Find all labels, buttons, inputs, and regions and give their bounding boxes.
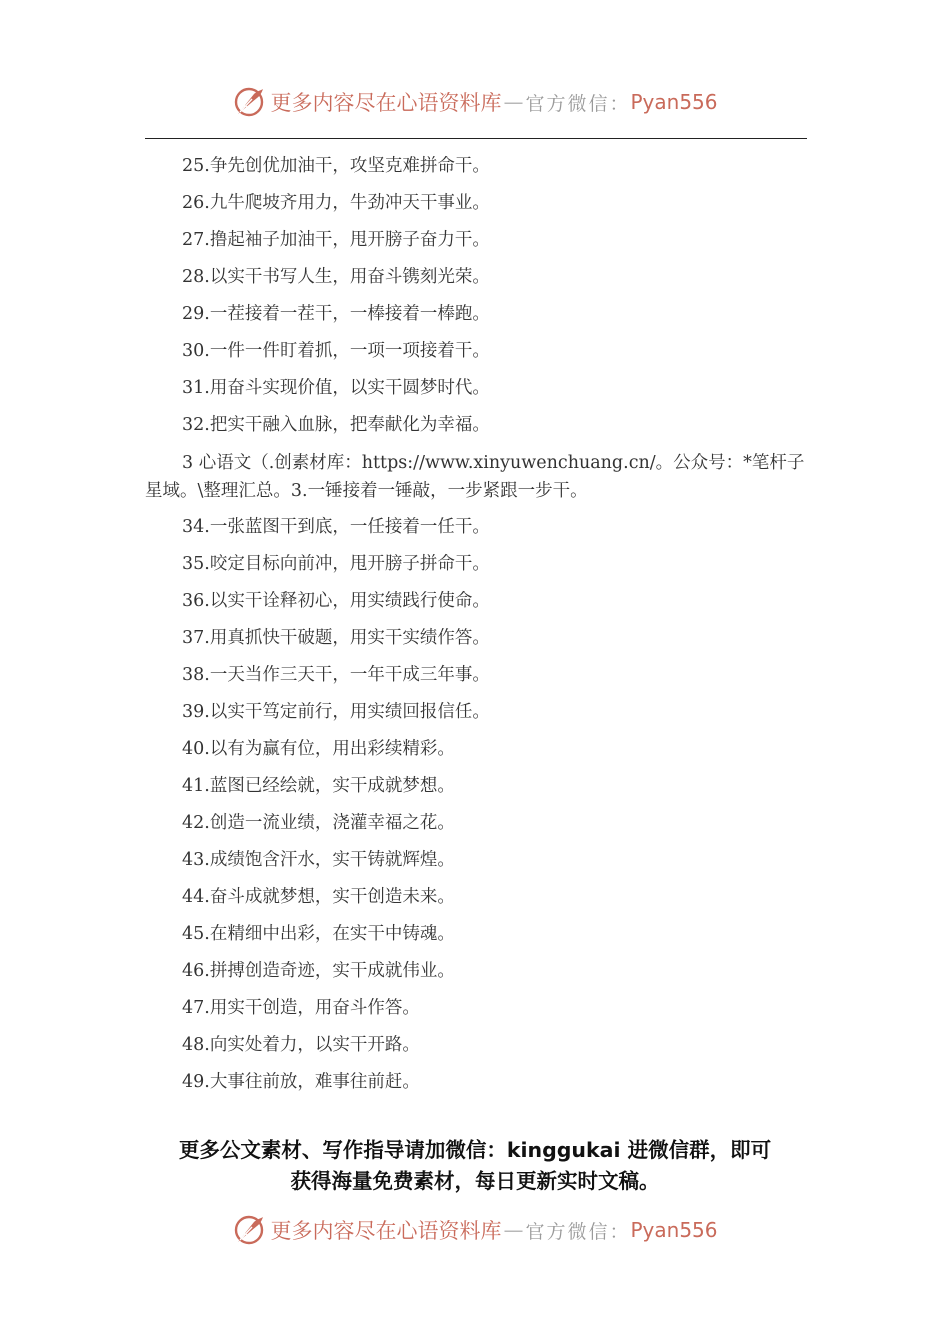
list-item: 30.一件一件盯着抓，一项一项接着干。: [182, 341, 490, 361]
quill-pen-logo-icon: [232, 85, 266, 119]
list-item: 46.拼搏创造奇迹，实干成就伟业。: [182, 961, 455, 981]
wechat-id: Pyan556: [630, 1218, 718, 1242]
list-item: 25.争先创优加油干，攻坚克难拼命干。: [182, 156, 490, 176]
wechat-id: Pyan556: [630, 90, 718, 114]
list-item: 29.一茬接着一茬干，一棒接着一棒跑。: [182, 304, 490, 324]
list-item: 36.以实干诠释初心，用实绩践行使命。: [182, 591, 490, 611]
wechat-label: 官方微信：: [525, 1220, 631, 1243]
list-item: 26.九牛爬坡齐用力，牛劲冲天干事业。: [182, 193, 490, 213]
quill-pen-logo-icon: [232, 1213, 266, 1247]
header-divider: [145, 138, 807, 139]
list-item: 38.一天当作三天干，一年干成三年事。: [182, 665, 490, 685]
list-item: 37.用真抓快干破题，用实干实绩作答。: [182, 628, 490, 648]
list-item: 45.在精细中出彩，在实干中铸魂。: [182, 924, 455, 944]
list-item: 48.向实处着力，以实干开路。: [182, 1035, 420, 1055]
wechat-label: 官方微信：: [525, 92, 631, 115]
list-item: 42.创造一流业绩，浇灌幸福之花。: [182, 813, 455, 833]
list-item: 47.用实干创造，用奋斗作答。: [182, 998, 420, 1018]
list-item: 40.以有为赢有位，用出彩续精彩。: [182, 739, 455, 759]
brand-text: 更多内容尽在心语资料库: [270, 91, 502, 115]
list-item: 34.一张蓝图干到底，一任接着一任干。: [182, 517, 490, 537]
list-item: 39.以实干笃定前行，用实绩回报信任。: [182, 702, 490, 722]
list-item: 31.用奋斗实现价值，以实干圆梦时代。: [182, 378, 490, 398]
footer-line-1: 更多公文素材、写作指导请加微信：kinggukai 进微信群，即可: [178, 1138, 772, 1162]
banner-dash: —: [503, 90, 524, 114]
list-item: 28.以实干书写人生，用奋斗镌刻光荣。: [182, 267, 490, 287]
footer-banner: [0, 1210, 950, 1250]
list-item: 35.咬定目标向前冲，甩开膀子拼命干。: [182, 554, 490, 574]
footer-line-2: 获得海量免费素材，每日更新实时文稿。: [290, 1169, 660, 1193]
document-body: [145, 148, 807, 1101]
list-item: 43.成绩饱含汗水，实干铸就辉煌。: [182, 850, 455, 870]
brand-text: 更多内容尽在心语资料库: [270, 1219, 502, 1243]
banner-dash: —: [503, 1218, 524, 1242]
footer-promo: [100, 1135, 850, 1197]
list-item: 41.蓝图已经绘就，实干成就梦想。: [182, 776, 455, 796]
list-item: 27.撸起袖子加油干，甩开膀子奋力干。: [182, 230, 490, 250]
source-paragraph: 3 心语文（.创素材库：https://www.xinyuwenchuang.cn/。公众号：*笔杆子星域。\整理汇总。3.一锤接着一锤敲，一步紧跟一步干。: [145, 453, 805, 501]
header-banner: [0, 82, 950, 122]
list-item: 32.把实干融入血脉，把奉献化为幸福。: [182, 415, 490, 435]
list-item: 49.大事往前放，难事往前赶。: [182, 1072, 420, 1092]
list-item: 44.奋斗成就梦想，实干创造未来。: [182, 887, 455, 907]
